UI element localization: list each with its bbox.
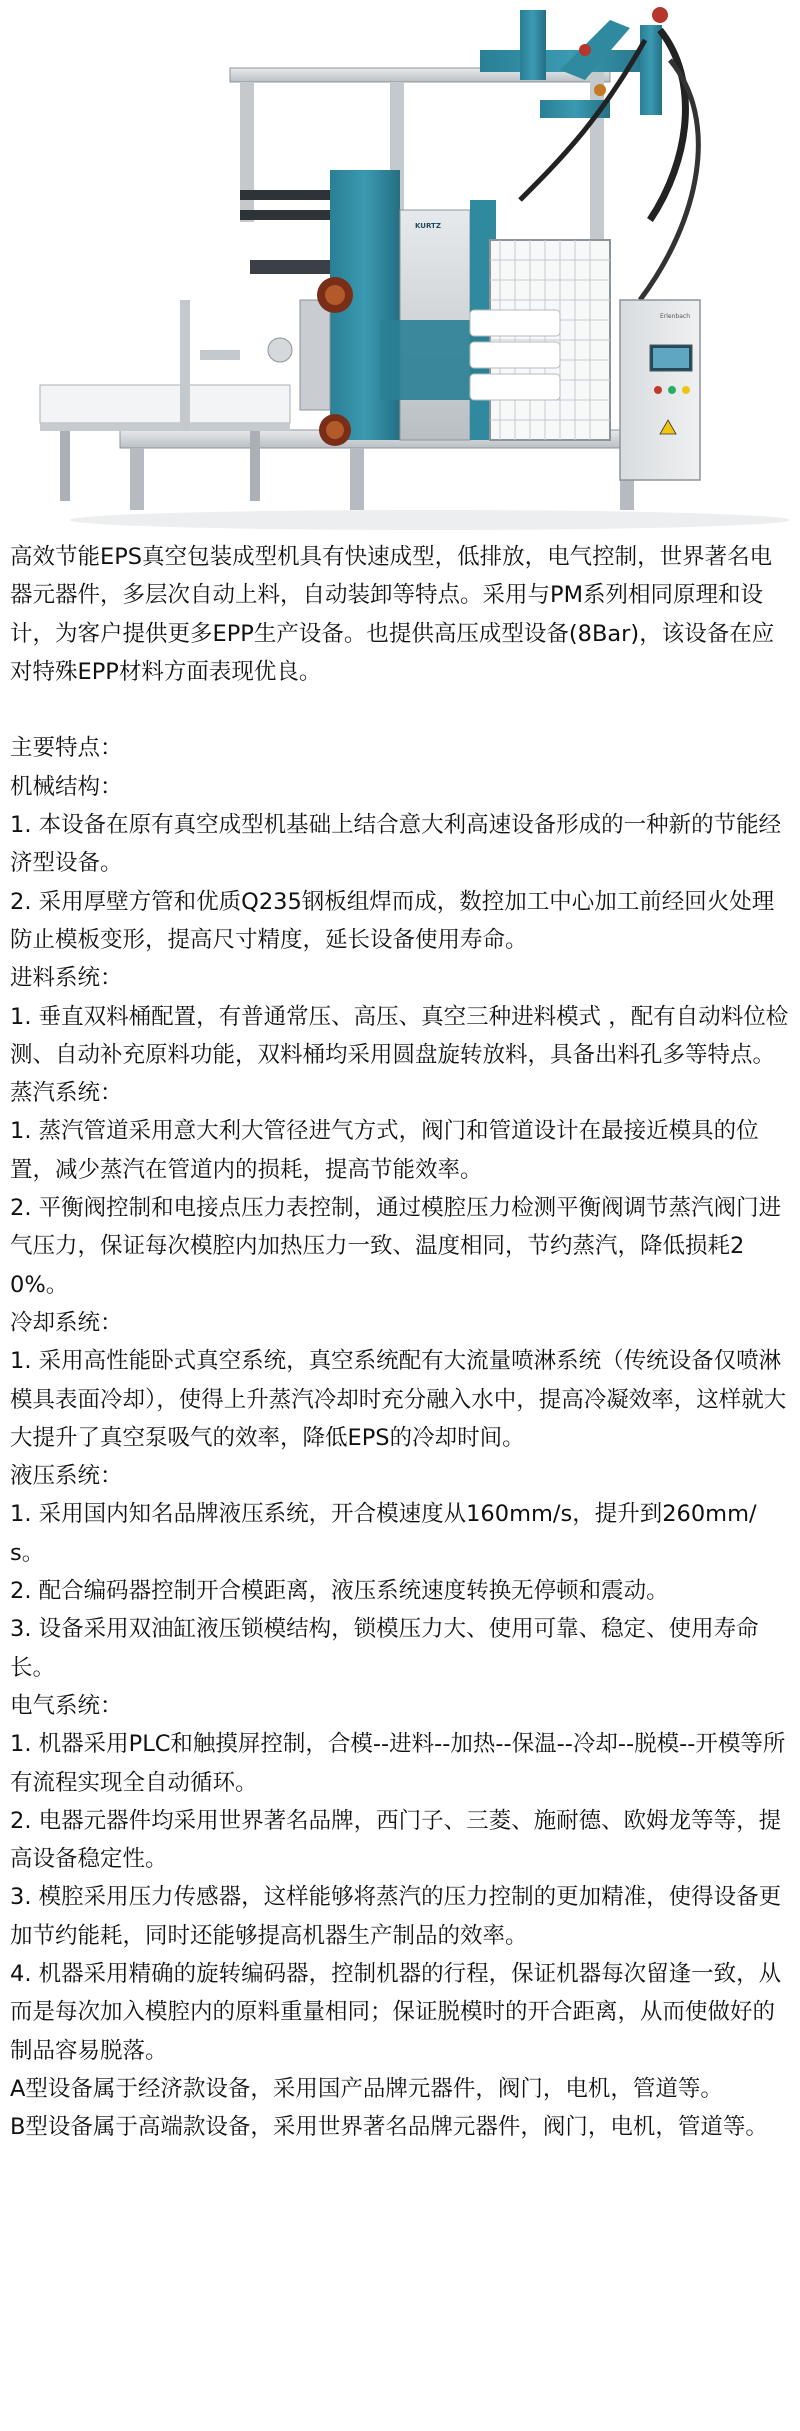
section-title-hydraulic: 液压系统： xyxy=(10,1463,123,1490)
section-title-cooling: 冷却系统： xyxy=(10,1309,123,1336)
type-a-description: A型设备属于经济款设备，采用国产品牌元器件，阀门，电机，管道等。 xyxy=(10,2075,723,2102)
type-b-description: B型设备属于高端款设备，采用世界著名品牌元器件，阀门，电机，管道等。 xyxy=(10,2114,768,2141)
cooling-item-1: 1. 采用高性能卧式真空系统，真空系统配有大流量喷淋系统（传统设备仅喷淋模具表面冷却），使得上升蒸汽冷却时充分融入水中，提高冷凝效率，这样就大大提升了真空泵吸气的效率，降低EPS的冷却时间。 xyxy=(10,1348,787,1451)
electrical-item-3: 3. 模腔采用压力传感器，这样能够将蒸汽的压力控制的更加精准，使得设备更加节约能耗，同时还能够提高机器生产制品的效率。 xyxy=(10,1884,782,1949)
intro-paragraph: 高效节能EPS真空包装成型机具有快速成型，低排放，电气控制，世界著名电器元器件，多层次自动上料，自动装卸等特点。采用与PM系列相同原理和设计，为客户提供更多EPP生产设备。也提供高压成型设备(8Bar)，该设备在应对特殊EPP材料方面表现优良。 xyxy=(10,544,775,685)
hydraulic-item-1: 1. 采用国内知名品牌液压系统，开合模速度从160mm/s，提升到260mm/s。 xyxy=(10,1501,757,1566)
mechanical-item-2: 2. 采用厚壁方管和优质Q235钢板组焊而成，数控加工中心加工前经回火处理防止模板变形，提高尺寸精度，延长设备使用寿命。 xyxy=(10,888,775,953)
electrical-item-4: 4. 机器采用精确的旋转编码器，控制机器的行程，保证机器每次留逢一致，从而是每次加入模腔内的原料重量相同；保证脱模时的开合距离，从而使做好的制品容易脱落。 xyxy=(10,1960,782,2064)
section-title-steam: 蒸汽系统： xyxy=(10,1080,123,1107)
section-title-mechanical: 机械结构： xyxy=(10,773,123,800)
product-photo xyxy=(0,0,800,535)
section-title-feeding: 进料系统： xyxy=(10,965,123,992)
steam-item-2: 2. 平衡阀控制和电接点压力表控制，通过模腔压力检测平衡阀调节蒸汽阀门进气压力，保证每次模腔内加热压力一致、温度相同，节约蒸汽，降低损耗20%。 xyxy=(10,1195,782,1298)
section-title-electrical: 电气系统： xyxy=(10,1692,123,1719)
electrical-item-1: 1. 机器采用PLC和触摸屏控制，合模--进料--加热--保温--冷却--脱模--开模等所有流程实现全自动循环。 xyxy=(10,1731,786,1796)
features-heading: 主要特点： xyxy=(10,735,123,762)
steam-item-1: 1. 蒸汽管道采用意大利大管径进气方式，阀门和管道设计在最接近模具的位置，减少蒸汽在管道内的损耗，提高节能效率。 xyxy=(10,1118,759,1183)
brand-label: KURTZ xyxy=(415,222,441,230)
mechanical-item-1: 1. 本设备在原有真空成型机基础上结合意大利高速设备形成的一种新的节能经济型设备。 xyxy=(10,812,782,877)
electrical-item-2: 2. 电器元器件均采用世界著名品牌，西门子、三菱、施耐德、欧姆龙等等，提高设备稳定性。 xyxy=(10,1807,782,1873)
molding-machine-illustration xyxy=(0,0,800,535)
feeding-item-1: 1. 垂直双料桶配置，有普通常压、高压、真空三种进料模式 ，配有自动料位检测、自动补充原料功能，双料桶均采用圆盘旋转放料，具备出料孔多等特点。 xyxy=(10,1003,789,1068)
panel-label: Erlenbach xyxy=(660,313,691,320)
hydraulic-item-2: 2. 配合编码器控制开合模距离，液压系统速度转换无停顿和震动。 xyxy=(10,1578,669,1605)
hydraulic-item-3: 3. 设备采用双油缸液压锁模结构，锁模压力大、使用可靠、稳定、使用寿命长。 xyxy=(10,1616,759,1681)
product-description xyxy=(10,538,790,2146)
spacer xyxy=(10,691,790,729)
